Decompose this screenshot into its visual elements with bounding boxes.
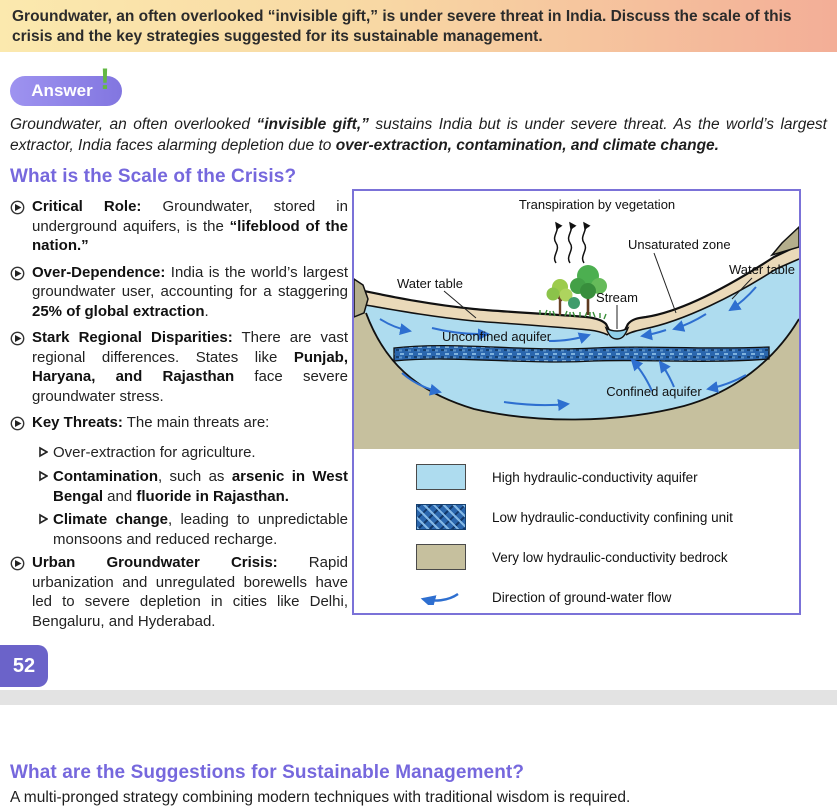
play-bullet-icon [10,266,25,322]
answer-intro-paragraph [10,114,827,156]
confining-unit-swatch-icon [416,504,466,530]
bullet-text [32,328,348,406]
bullet-regional-disparities [10,328,348,406]
intro-bold: “invisible gift,” [256,116,369,133]
bullet-text [32,197,348,256]
play-bullet-icon [10,416,25,436]
play-bullet-icon [10,331,25,406]
bullet-text [32,263,348,322]
legend-row-flow [354,577,799,617]
bullet-bold: “lifeblood of the nation.” [32,217,348,254]
subbullet-overextraction [38,443,348,463]
bullet-bold: Climate change [53,511,168,528]
question-text: Groundwater, an often overlooked “invisible gift,” is under severe threat in India. Discuss the scale of this crisis and the key strategies suggested for its sustainable management. [12,8,792,46]
label-transpiration: Transpiration by vegetation [518,197,676,212]
label-unsaturated-zone: Unsaturated zone [628,237,731,252]
label-unconfined-aquifer: Unconfined aquifer [442,329,552,344]
legend-row-confining [354,497,799,537]
diagram-legend [354,449,799,613]
bullet-text [32,553,348,631]
legend-label: Direction of ground-water flow [492,589,672,605]
bullet-lead: Stark Regional Disparities: [32,329,233,346]
triangle-bullet-icon [38,469,48,506]
section-heading-management: What are the Suggestions for Sustainable Management? [10,762,525,783]
bullet-lead: Over-Dependence: [32,263,166,281]
answer-label: Answer [31,81,93,100]
answer-exclamation-icon: ! [100,63,110,96]
intro-seg: sustains India but is under severe threat. As the world’s largest extractor, India faces alarming depletion due to [10,116,827,154]
bullet-bold: Contamination [53,468,158,485]
play-bullet-icon [10,200,25,256]
aquifer-cross-section-diagram [354,191,799,449]
management-intro-text: A multi-pronged strategy combining modern techniques with traditional wisdom is required. [10,789,631,806]
legend-label: High hydraulic-conductivity aquifer [492,469,698,485]
intro-seg: Groundwater, an often overlooked [10,116,257,133]
bullet-seg: There are vast regional differences. States like [32,329,348,366]
label-stream: Stream [596,290,638,305]
bullet-seg: , such as [158,468,232,485]
subbullet-climate-change [38,510,348,549]
bullet-seg: face severe groundwater stress. [32,368,348,405]
bullet-critical-role [10,197,348,256]
bullet-seg: and [103,487,137,505]
page-separator [0,690,837,705]
play-bullet-icon [10,556,25,631]
subbullet-text [53,443,348,463]
label-water-table-left: Water table [397,276,463,291]
bullet-seg: Rapid urbanization and unregulated borewells have led to severe depletion in cities like Delhi, Bengaluru, and Hyderabad. [32,554,348,630]
bullet-urban-crisis [10,553,348,631]
bullet-lead: Urban Groundwater Crisis: [32,554,278,571]
legend-label: Very low hydraulic-conductivity bedrock [492,549,728,565]
answer-badge [10,63,122,106]
intro-bold: over-extraction, contamination, and climate change. [335,137,719,154]
question-box [0,0,837,52]
triangle-bullet-icon [38,445,48,463]
groundwater-diagram-panel [352,189,801,615]
bullet-seg: The main threats are: [122,414,270,431]
aquifer-swatch-icon [416,464,466,490]
bullet-seg: India is the world’s largest groundwater user, accounting for a staggering [32,263,348,300]
subbullet-text [53,510,348,549]
page-number-badge [0,645,48,687]
subbullet-contamination [38,467,348,506]
bedrock-swatch-icon [416,544,466,570]
bullet-seg: , leading to unpredictable monsoons and reduced recharge. [53,511,348,548]
crisis-bullet-list [10,197,348,638]
triangle-bullet-icon [38,512,48,549]
bullet-seg: Groundwater, stored in underground aquifers, is the [32,198,348,235]
bullet-text [32,413,348,436]
label-confined-aquifer: Confined aquifer [606,384,702,399]
bullet-seg: . [204,302,209,320]
subbullet-text [53,467,348,506]
bullet-bold: fluoride in Rajasthan. [136,487,289,505]
bullet-bold: 25% of global extraction [32,302,205,320]
bullet-lead: Critical Role: [32,198,142,215]
flow-arrow-icon [416,589,466,605]
bullet-seg: Over-extraction for agriculture. [53,444,256,461]
bullet-bold: Punjab, Haryana, and Rajasthan [32,348,348,385]
page-number: 52 [12,654,36,677]
bullet-bold: arsenic in West Bengal [53,468,348,505]
legend-row-bedrock [354,537,799,577]
bullet-over-dependence [10,263,348,322]
legend-label: Low hydraulic-conductivity confining unit [492,509,733,525]
section-heading-crisis: What is the Scale of the Crisis? [10,166,297,187]
bullet-key-threats [10,413,348,436]
label-water-table-right: Water table [729,262,795,277]
legend-row-aquifer [354,457,799,497]
bullet-lead: Key Threats: [32,414,123,431]
